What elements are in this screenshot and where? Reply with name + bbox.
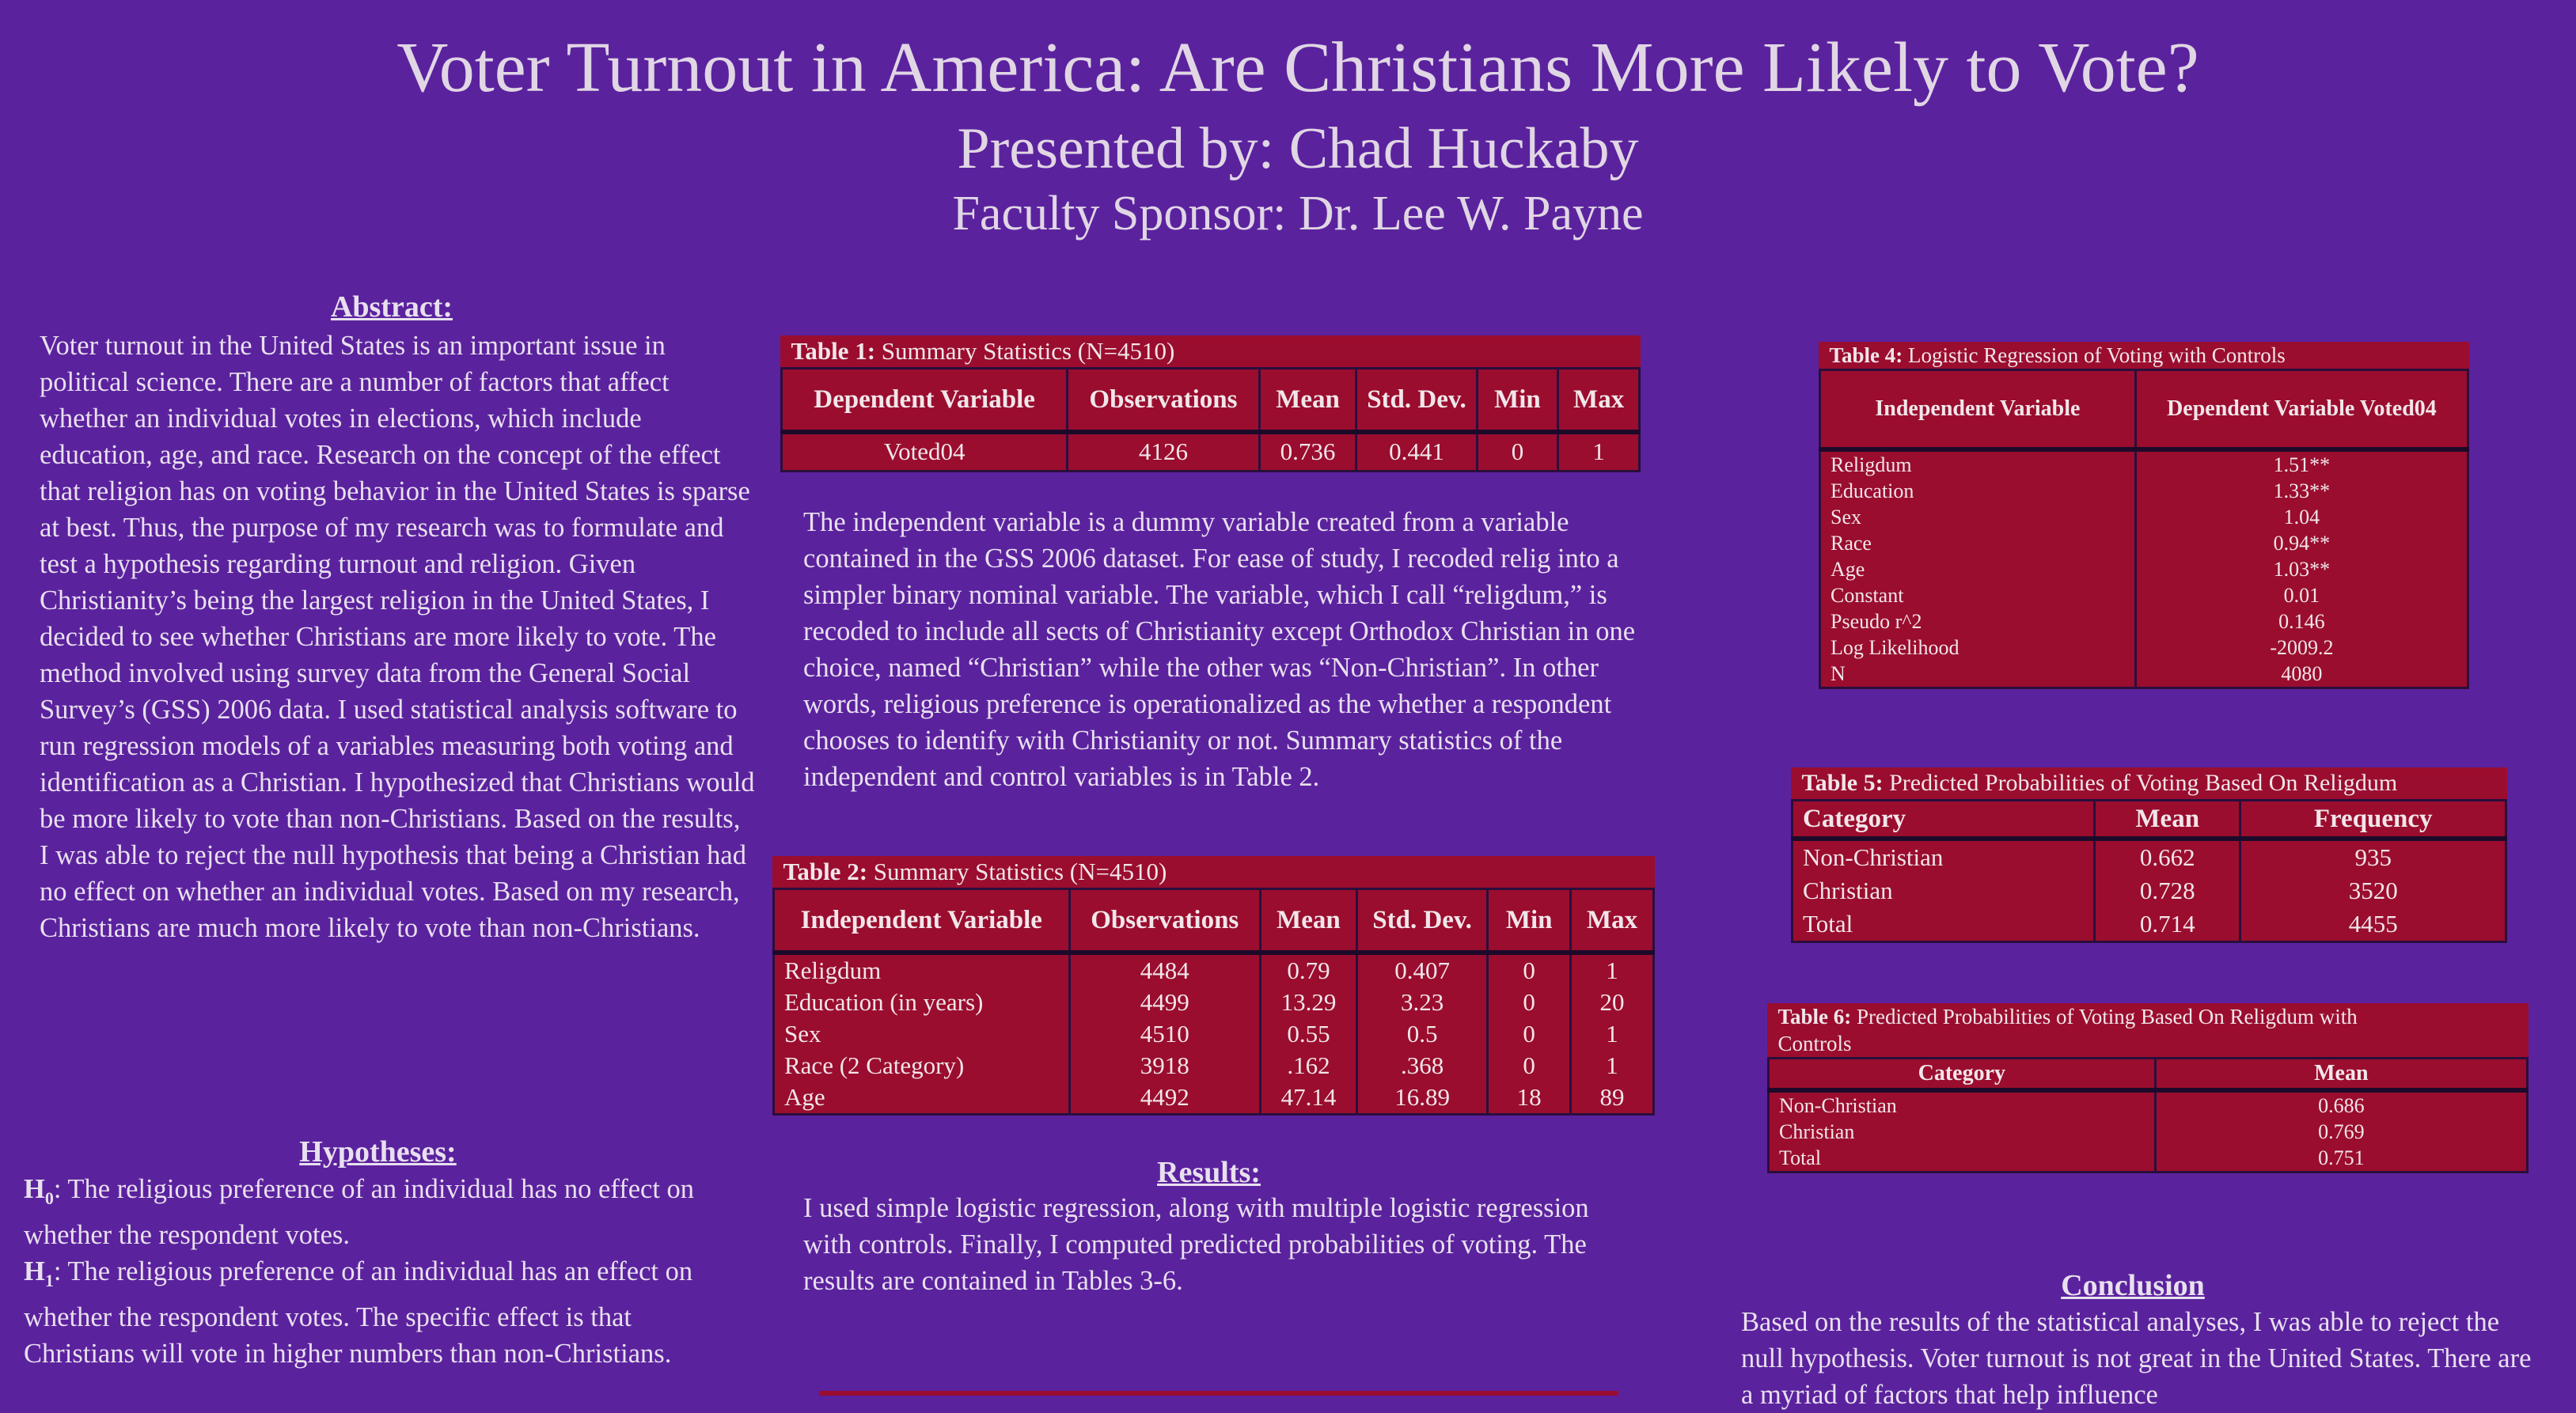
table-row: Log Likelihood -2009.2 — [1820, 635, 2468, 661]
table-1-header: Dependent Variable — [782, 369, 1068, 432]
table-2-header: Min — [1488, 889, 1571, 953]
table-row: Christian 0.769 — [1769, 1119, 2528, 1145]
table-row: Voted04 4126 0.736 0.441 0 1 — [782, 432, 1640, 472]
table-row: Pseudo r^2 0.146 — [1820, 608, 2468, 635]
table-row: Religdum 1.51** — [1820, 449, 2468, 478]
poster-title: Voter Turnout in America: Are Christians More Likely to Vote? — [396, 28, 2199, 107]
table-1-header: Observations — [1068, 369, 1260, 432]
table-row: Total 0.751 — [1769, 1145, 2528, 1172]
abstract-paragraph: Voter turnout in the United States is an important issue in political science. There are a number of factors that affect whether an individual votes in elections, which include education, age, and race. Research on the concept of the effect that religion has on voting behavior in the United States is sparse at best. Thus, the purpose of my research was to formulate and test a hypothesis regarding turnout and religion. Given Christianity’s being the largest religion in the United States, I decided to see whether Christians are more likely to vote. The method involved using survey data from the General Social Survey’s (GSS) 2006 data. I used statistical analysis software to run regression models of a variables measuring both voting and identification as a Christian. I hypothesized that Christians would be more likely to vote than non-Christians. Based on the results, I was able to reject the null hypothesis that being a Christian had no effect on whether an individual votes. Based on my research, Christians are much more likely to vote than non-Christians. — [40, 331, 755, 943]
table-1-header: Std. Dev. — [1356, 369, 1477, 432]
table-row: Age 4492 47.14 16.89 18 89 — [774, 1082, 1654, 1115]
abstract-heading: Abstract: — [330, 290, 453, 324]
table-6 — [1767, 1003, 2529, 1173]
table-row: Non-Christian 0.662 935 — [1793, 839, 2506, 874]
h0-label: $H_0$ — [24, 1174, 54, 1208]
table-2-header: Independent Variable — [774, 889, 1070, 953]
table-2-header: Std. Dev. — [1356, 889, 1487, 953]
table-5-header: Category — [1793, 801, 2095, 839]
table-2-header: Observations — [1069, 889, 1261, 953]
table-5 — [1791, 767, 2507, 943]
hypotheses-text — [24, 1171, 740, 1372]
results-heading: Results: — [1157, 1156, 1261, 1189]
independent-variable-text: The independent variable is a dummy variable created from a variable contained in the GSS 2006 dataset. For ease of study, I recoded relig into a simpler binary nominal variable. The variable, which I call “religdum,” is recoded to include all sects of Christianity except Orthodox Christian in one choice, named “Christian” while the other was “Non-Christian”. In other words, religious preference is operationalized as the whether a respondent chooses to identify with Christianity or not. Summary statistics of the independent and control variables is in Table 2. — [803, 507, 1636, 792]
table-4-caption: Table 4: Logistic Regression of Voting with Controls — [1829, 343, 2286, 367]
sponsor-line: Faculty Sponsor: Dr. Lee W. Payne — [952, 187, 1644, 241]
abstract-text — [40, 328, 756, 946]
table-4 — [1819, 342, 2469, 689]
table-row: Total 0.714 4455 — [1793, 907, 2506, 942]
table-row: N 4080 — [1820, 661, 2468, 688]
hypothesis-alternative: $H_1$: The religious preference of an individual has an effect on whether the respondent votes. The specific effect is that Christians will vote in higher numbers than non-Christians. — [24, 1256, 693, 1369]
table-2-caption: Table 2: Summary Statistics (N=4510) — [783, 858, 1167, 885]
table-6-header: Category — [1769, 1059, 2156, 1090]
table-row: Christian 0.728 3520 — [1793, 874, 2506, 907]
table-1 — [780, 335, 1641, 472]
table-1-header: Max — [1558, 369, 1640, 432]
table-row: Age 1.03** — [1820, 556, 2468, 582]
table-row: Race (2 Category) 3918 .162 .368 0 1 — [774, 1050, 1654, 1082]
table-5-header: Mean — [2095, 801, 2240, 839]
table-row: Sex 1.04 — [1820, 504, 2468, 530]
table-row: Constant 0.01 — [1820, 582, 2468, 608]
hypothesis-null: $H_0$: The religious preference of an individual has no effect on whether the respondent votes. — [24, 1174, 695, 1250]
results-text: I used simple logistic regression, along with multiple logistic regression with controls. Finally, I computed predicted probabilities of voting. The results are contained in Tables 3-6. — [803, 1193, 1589, 1296]
table-row: Education (in years) 4499 13.29 3.23 0 20 — [774, 987, 1654, 1018]
table-6-header: Mean — [2155, 1059, 2527, 1090]
table-5-header: Frequency — [2240, 801, 2506, 839]
table-4-header: Dependent Variable Voted04 — [2135, 370, 2468, 449]
table-row: Education 1.33** — [1820, 478, 2468, 504]
table-2-header: Mean — [1261, 889, 1357, 953]
table-2 — [772, 856, 1655, 1116]
hypotheses-heading: Hypotheses: — [299, 1135, 457, 1169]
conclusion-heading: Conclusion — [2061, 1269, 2205, 1302]
divider-bar — [819, 1391, 1618, 1396]
table-row: Religdum 4484 0.79 0.407 0 1 — [774, 953, 1654, 987]
table-1-caption: Table 1: Summary Statistics (N=4510) — [791, 337, 1175, 365]
table-2-header: Max — [1571, 889, 1654, 953]
h1-label: $H_1$ — [24, 1256, 54, 1290]
table-row: Sex 4510 0.55 0.5 0 1 — [774, 1018, 1654, 1050]
table-row: Non-Christian 0.686 — [1769, 1090, 2528, 1119]
table-1-header: Mean — [1259, 369, 1356, 432]
presenter-line: Presented by: Chad Huckaby — [957, 116, 1639, 181]
table-5-caption: Table 5: Predicted Probabilities of Voting Based On Religdum — [1801, 770, 2398, 796]
table-6-caption: Table 6: Predicted Probabilities of Voting Based On Religdum with Controls — [1777, 1005, 2358, 1055]
table-1-header: Min — [1477, 369, 1558, 432]
table-4-header: Independent Variable — [1820, 370, 2136, 449]
table-row: Race 0.94** — [1820, 530, 2468, 556]
conclusion-text: Based on the results of the statistical analyses, I was able to reject the null hypothesis. Voter turnout is not great in the United States. There are a myriad of factors that help influence — [1741, 1307, 2532, 1410]
